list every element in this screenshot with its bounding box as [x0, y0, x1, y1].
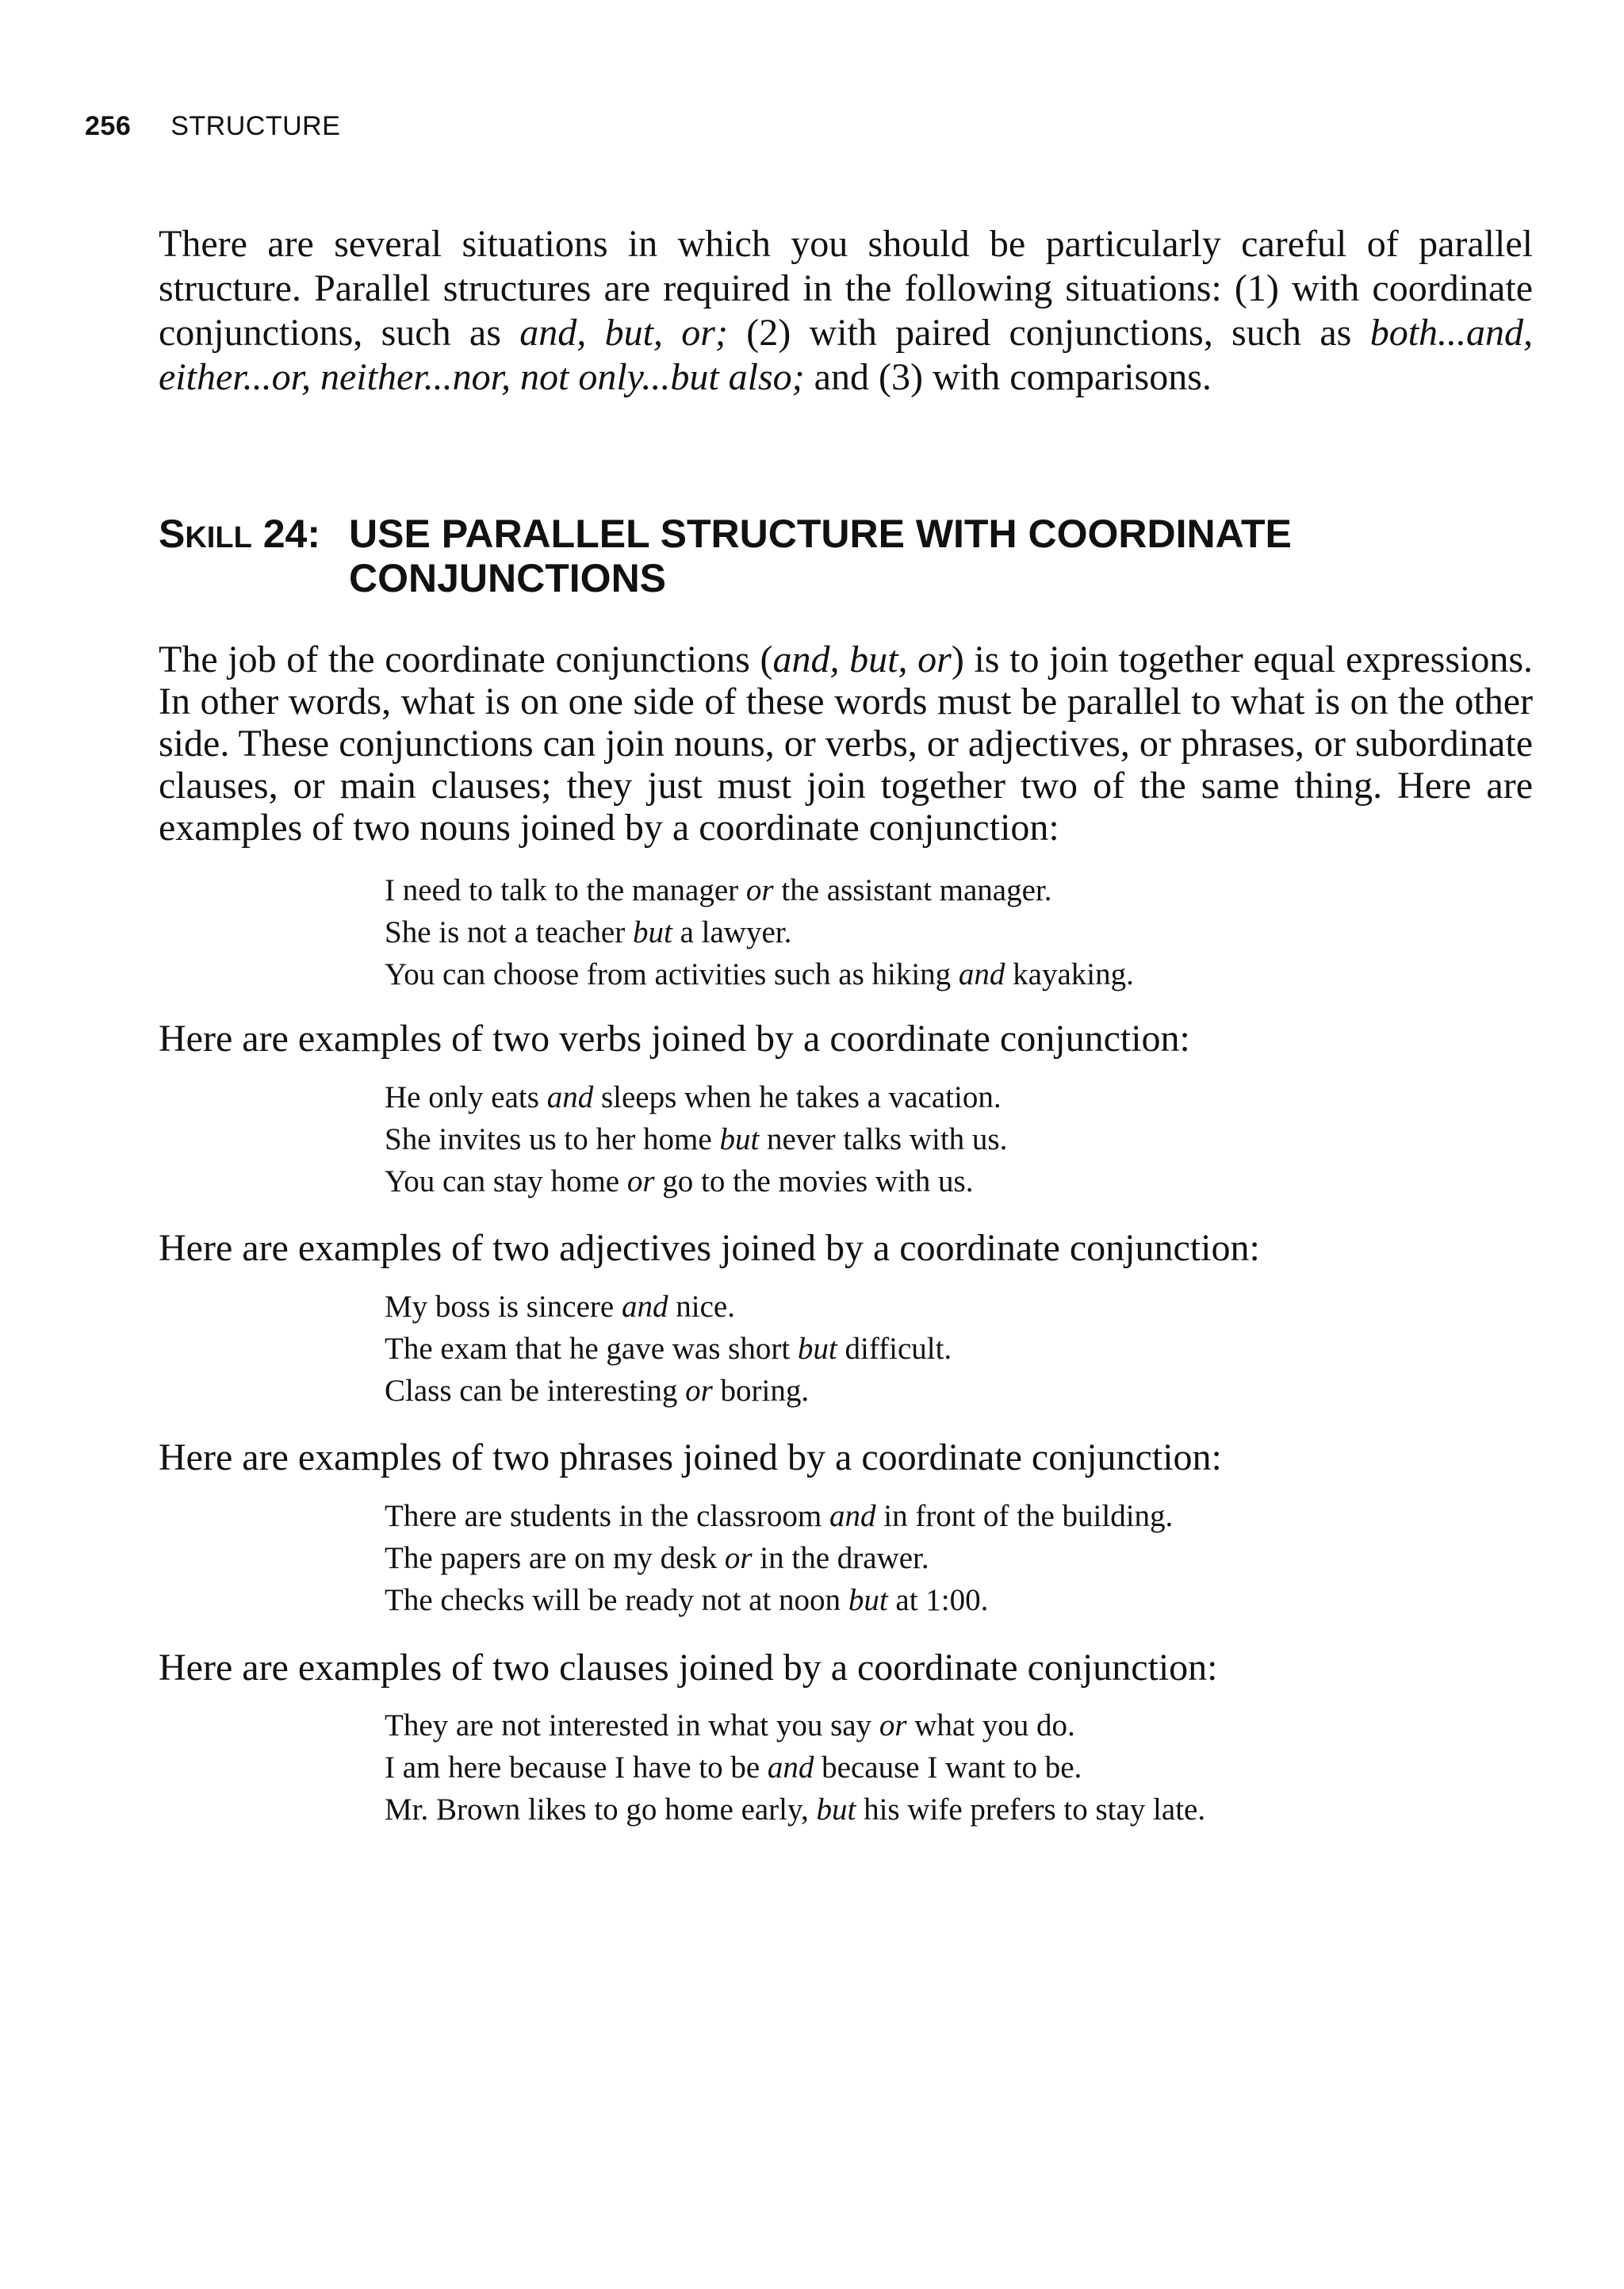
example-text: a lawyer.: [672, 915, 792, 949]
example-conjunction: and: [829, 1499, 876, 1533]
example-text: She invites us to her home: [385, 1122, 720, 1156]
example-conjunction: or: [879, 1708, 907, 1743]
example-text: You can stay home: [385, 1164, 627, 1198]
intro-text: There are several situations in which you should be particularly careful of parallel structure. Parallel structures are required in the following situations: (1) with coordinate conjunctions, such as: [159, 223, 1533, 354]
example-text: in front of the building.: [875, 1499, 1174, 1533]
example-sentence: [385, 1164, 973, 1199]
example-sentence: [385, 914, 791, 950]
example-text: at 1:00.: [887, 1583, 989, 1617]
example-text: never talks with us.: [759, 1122, 1008, 1156]
example-text: Class can be interesting: [385, 1374, 686, 1408]
skill-label-initial: S: [159, 512, 186, 556]
example-sentence: [385, 1792, 1205, 1827]
intro-italic: and, but, or;: [519, 312, 728, 354]
example-conjunction: but: [848, 1583, 888, 1617]
example-text: I need to talk to the manager: [385, 873, 746, 907]
example-conjunction: or: [626, 1164, 655, 1198]
running-head: [85, 111, 340, 142]
example-conjunction: or: [685, 1374, 713, 1408]
example-conjunction: but: [816, 1792, 856, 1827]
main-paragraph: [159, 638, 1533, 849]
intro-italic: both...and, either...or, neither...nor, not only...but also;: [159, 312, 1534, 398]
example-text: You can choose from activities such as hiking: [385, 957, 959, 991]
example-conjunction: but: [719, 1122, 760, 1156]
example-group-lead: Here are examples of two phrases joined by a coordinate conjunction:: [159, 1436, 1222, 1478]
skill-number: 24:: [262, 512, 320, 556]
intro-paragraph: [159, 222, 1533, 400]
example-conjunction: or: [745, 873, 774, 907]
skill-label-rest: KILL: [185, 521, 252, 554]
example-sentence: [385, 872, 1052, 908]
example-text: The exam that he gave was short: [385, 1332, 798, 1366]
example-group-lead: Here are examples of two clauses joined by a coordinate conjunction:: [159, 1647, 1218, 1689]
intro-text: and (3) with comparisons.: [804, 356, 1212, 398]
example-text: difficult.: [837, 1332, 952, 1366]
example-sentence: [385, 957, 1134, 992]
example-sentence: [385, 1582, 988, 1618]
page-number: 256: [85, 111, 132, 141]
example-conjunction: and: [958, 957, 1005, 991]
example-text: The papers are on my desk: [385, 1541, 725, 1575]
example-conjunction: and: [546, 1080, 594, 1114]
example-text: My boss is sincere: [385, 1290, 622, 1324]
example-sentence: [385, 1079, 1002, 1115]
example-text: He only eats: [385, 1080, 547, 1114]
skill-title: USE PARALLEL STRUCTURE WITH COORDINATE CONJUNCTIONS: [349, 512, 1292, 600]
example-text: There are students in the classroom: [385, 1499, 829, 1533]
example-sentence: [385, 1289, 735, 1325]
example-conjunction: or: [724, 1541, 753, 1575]
example-sentence: [385, 1373, 809, 1409]
example-text: because I want to be.: [814, 1750, 1082, 1785]
example-text: in the drawer.: [752, 1541, 929, 1575]
example-text: boring.: [712, 1374, 810, 1408]
example-group-lead: Here are examples of two verbs joined by a coordinate conjunction:: [159, 1018, 1190, 1060]
example-sentence: [385, 1750, 1082, 1785]
skill-label: [159, 512, 320, 560]
section-title: STRUCTURE: [170, 111, 341, 141]
example-text: go to the movies with us.: [654, 1164, 974, 1198]
example-sentence: [385, 1498, 1173, 1534]
example-text: sleeps when he takes a vacation.: [593, 1080, 1002, 1114]
example-text: The checks will be ready not at noon: [385, 1583, 848, 1617]
example-text: She is not a teacher: [385, 915, 633, 949]
example-sentence: [385, 1121, 1007, 1157]
example-text: what you do.: [906, 1708, 1075, 1743]
paragraph-text: The job of the coordinate conjunctions (: [159, 638, 773, 681]
example-text: I am here because I have to be: [385, 1750, 768, 1785]
example-text: his wife prefers to stay late.: [856, 1792, 1206, 1827]
intro-text: (2) with paired conjunctions, such as: [727, 312, 1370, 354]
example-text: kayaking.: [1005, 957, 1134, 991]
example-text: They are not interested in what you say: [385, 1708, 879, 1743]
example-text: the assistant manager.: [773, 873, 1052, 907]
example-conjunction: but: [797, 1332, 837, 1366]
example-group-lead: Here are examples of two adjectives joined by a coordinate conjunction:: [159, 1227, 1260, 1269]
example-text: Mr. Brown likes to go home early,: [385, 1792, 817, 1827]
example-conjunction: but: [632, 915, 672, 949]
example-sentence: [385, 1331, 952, 1367]
example-conjunction: and: [767, 1750, 814, 1785]
paragraph-text: ) is to join together equal expressions. In other words, what is on one side of these words must be parallel to what is on the other side. These conjunctions can join nouns, or verbs, or adjectives, or phrases, or subordinate clauses, or main clauses; they just must join together two of the same thing. Here are examples of two nouns joined by a coordinate conjunction:: [159, 638, 1534, 849]
example-text: nice.: [668, 1290, 735, 1324]
example-sentence: [385, 1708, 1075, 1743]
paragraph-italic: and, but, or: [772, 638, 952, 681]
example-sentence: [385, 1540, 929, 1576]
example-conjunction: and: [621, 1290, 668, 1324]
